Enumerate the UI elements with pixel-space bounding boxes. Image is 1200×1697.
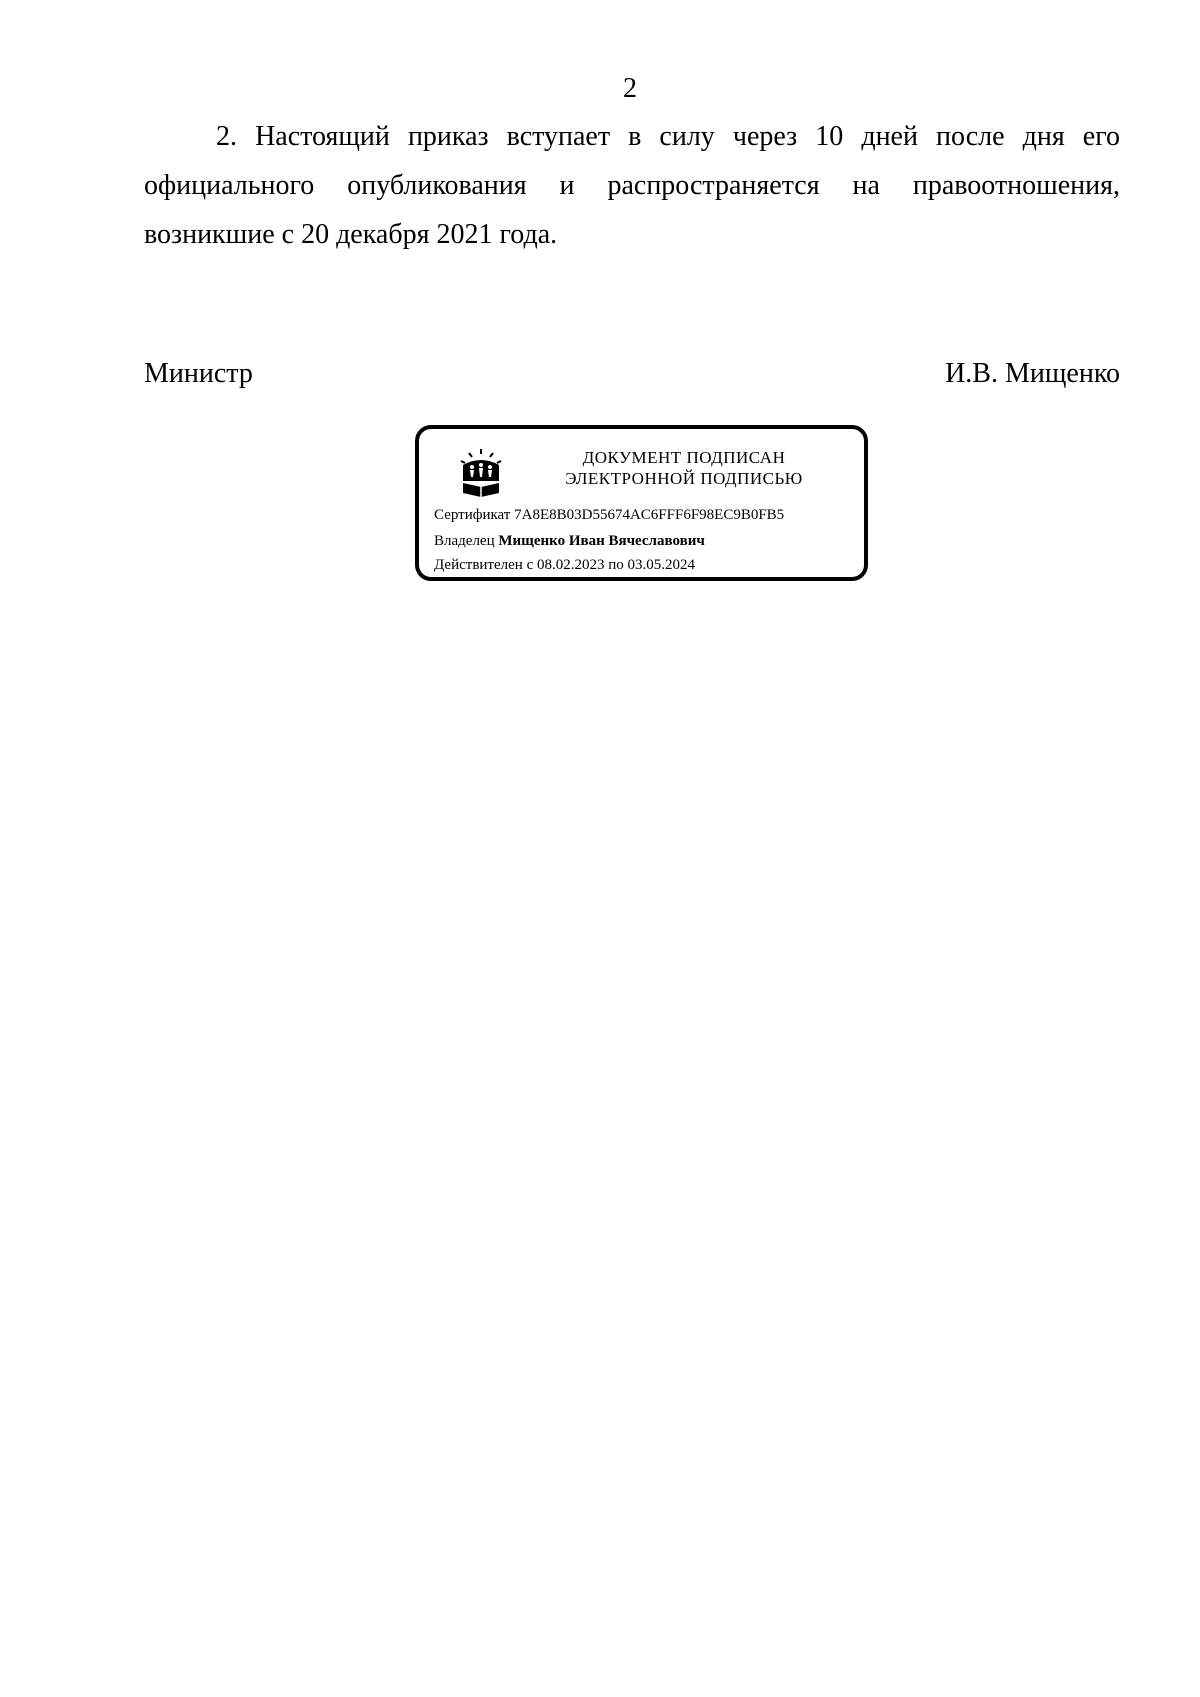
owner-value: Мищенко Иван Вячеславович <box>498 533 705 549</box>
page-number: 2 <box>623 73 637 104</box>
owner-label: Владелец <box>434 533 495 549</box>
valid-to-label: по <box>608 557 624 573</box>
valid-label: Действителен <box>434 557 523 573</box>
validity-line <box>434 555 695 575</box>
signatory-title: Министр <box>144 358 253 389</box>
certificate-value: 7A8E8B03D55674AC6FFF6F98EC9B0FB5 <box>514 507 785 523</box>
stamp-heading <box>519 447 849 489</box>
valid-from-date: 08.02.2023 <box>536 557 605 573</box>
valid-from-label: с <box>526 557 534 573</box>
signatory-name: И.В. Мищенко <box>945 358 1120 389</box>
owner-line <box>434 531 705 551</box>
stamp-heading-line-1: ДОКУМЕНТ ПОДПИСАН <box>582 448 786 467</box>
order-paragraph-2: 2. Настоящий приказ вступает в силу через 10 дней после дня его официального опубликования и распространяется на правоотношения, возникшие с 20 декабря 2021 года. <box>144 121 1120 250</box>
stamp-heading-line-2: ЭЛЕКТРОННОЙ ПОДПИСЬЮ <box>565 469 803 488</box>
certificate-label: Сертификат <box>434 507 511 523</box>
electronic-signature-stamp <box>415 425 868 581</box>
certificate-line <box>434 505 784 525</box>
regional-coat-of-arms-icon <box>455 447 507 499</box>
signature-block <box>144 354 1120 394</box>
valid-to-date: 03.05.2024 <box>627 557 696 573</box>
